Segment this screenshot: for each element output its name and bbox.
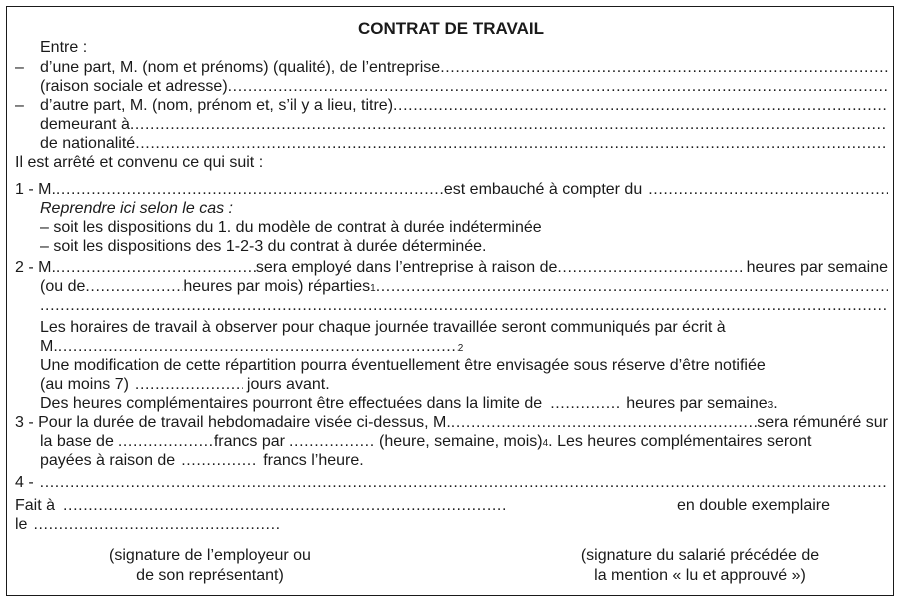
start-date-field[interactable] <box>648 180 888 199</box>
line-place: Fait à ..... en double exemplaire <box>15 496 888 515</box>
line-notice: (au moins 7) ..... jours avant. <box>40 375 888 394</box>
date-field[interactable] <box>33 515 281 534</box>
second-party-field[interactable] <box>393 96 888 115</box>
extra-hours-field[interactable] <box>550 394 620 413</box>
first-party-label: d’une part, M. (nom et prénoms) (qualité), de l’entreprise <box>40 59 441 76</box>
line-first-party: – d’une part, M. (nom et prénoms) (qualité), de l’entreprise ..... <box>15 58 888 77</box>
second-party-label: d’autre part, M. (nom, prénom et, s’il y a lieu, titre) <box>40 97 394 114</box>
line-entre: Entre : <box>40 39 88 56</box>
employee-signature: (signature du salarié précédée de la mention « lu et approuvé ») <box>580 547 820 584</box>
residence-field[interactable] <box>130 115 888 134</box>
line-schedule: Les horaires de travail à observer pour chaque journée travaillée seront communiqués par écrit à <box>40 319 726 336</box>
clause-3: 3 - Pour la durée de travail hebdomadaire visée ci-dessus, M. ..... sera rémunéré sur <box>15 413 888 432</box>
line-residence: demeurant à ..... <box>40 115 888 134</box>
line-option-2: – soit les dispositions des 1-2-3 du contrat à durée déterminée. <box>40 238 487 255</box>
monthly-hours-field[interactable] <box>85 277 183 296</box>
line-extra-pay: payées à raison de ..... francs l’heure. <box>40 451 888 470</box>
place-field[interactable] <box>63 496 505 515</box>
line-extra-hours: Des heures complémentaires pourront être effectuées dans la limite de ..... heures par semaine 3 . <box>40 394 888 413</box>
clause-4-field[interactable] <box>40 473 888 492</box>
clause-4: 4 - ..... <box>15 473 888 492</box>
line-second-party: – d’autre part, M. (nom, prénom et, s’il y a lieu, titre) ..... <box>15 96 888 115</box>
document-title: CONTRAT DE TRAVAIL <box>357 19 545 38</box>
employee-name-field-3[interactable] <box>451 413 758 432</box>
clause-1: 1 - M. ..... est embauché à compter du ..... <box>15 180 888 199</box>
nationality-field[interactable] <box>135 134 888 153</box>
employee-name-field-2[interactable] <box>56 258 256 277</box>
schedule-recipient-field[interactable] <box>58 337 458 356</box>
line-date: le ..... <box>15 515 888 534</box>
line-modification: Une modification de cette répartition pourra éventuellement être envisagée sous réserve d’être notifiée <box>40 357 766 374</box>
line-blank-1 <box>40 296 888 315</box>
first-party-field[interactable] <box>440 58 888 77</box>
distribution-field[interactable] <box>376 277 888 296</box>
clause-2: 2 - M. ..... sera employé dans l’entreprise à raison de ..... heures par semaine <box>15 258 888 277</box>
weekly-hours-field[interactable] <box>557 258 742 277</box>
notice-days-field[interactable] <box>135 375 243 394</box>
line-monthly-hours: (ou de ..... heures par mois) réparties 1 ..... <box>40 277 888 296</box>
line-nationality: de nationalité ..... <box>40 134 888 153</box>
distribution-field-2[interactable] <box>40 296 888 315</box>
line-option-1: – soit les dispositions du 1. du modèle de contrat à durée indéterminée <box>40 219 542 236</box>
employee-name-field[interactable] <box>56 180 444 199</box>
line-agreed: Il est arrêté et convenu ce qui suit : <box>15 154 264 171</box>
company-field[interactable] <box>228 77 888 96</box>
salary-period-field[interactable] <box>289 432 375 451</box>
employer-signature: (signature de l’employeur ou de son représentant) <box>109 547 311 584</box>
extra-pay-field[interactable] <box>181 451 257 470</box>
salary-amount-field[interactable] <box>118 432 214 451</box>
line-schedule-recipient: M. ..... 2 <box>40 337 888 356</box>
line-instruction: Reprendre ici selon le cas : <box>40 200 233 217</box>
line-salary-base: la base de ..... francs par ..... (heure, semaine, mois) 4 . Les heures complémentaires seront <box>40 432 888 451</box>
line-company-name: (raison sociale et adresse) ..... <box>40 77 888 96</box>
